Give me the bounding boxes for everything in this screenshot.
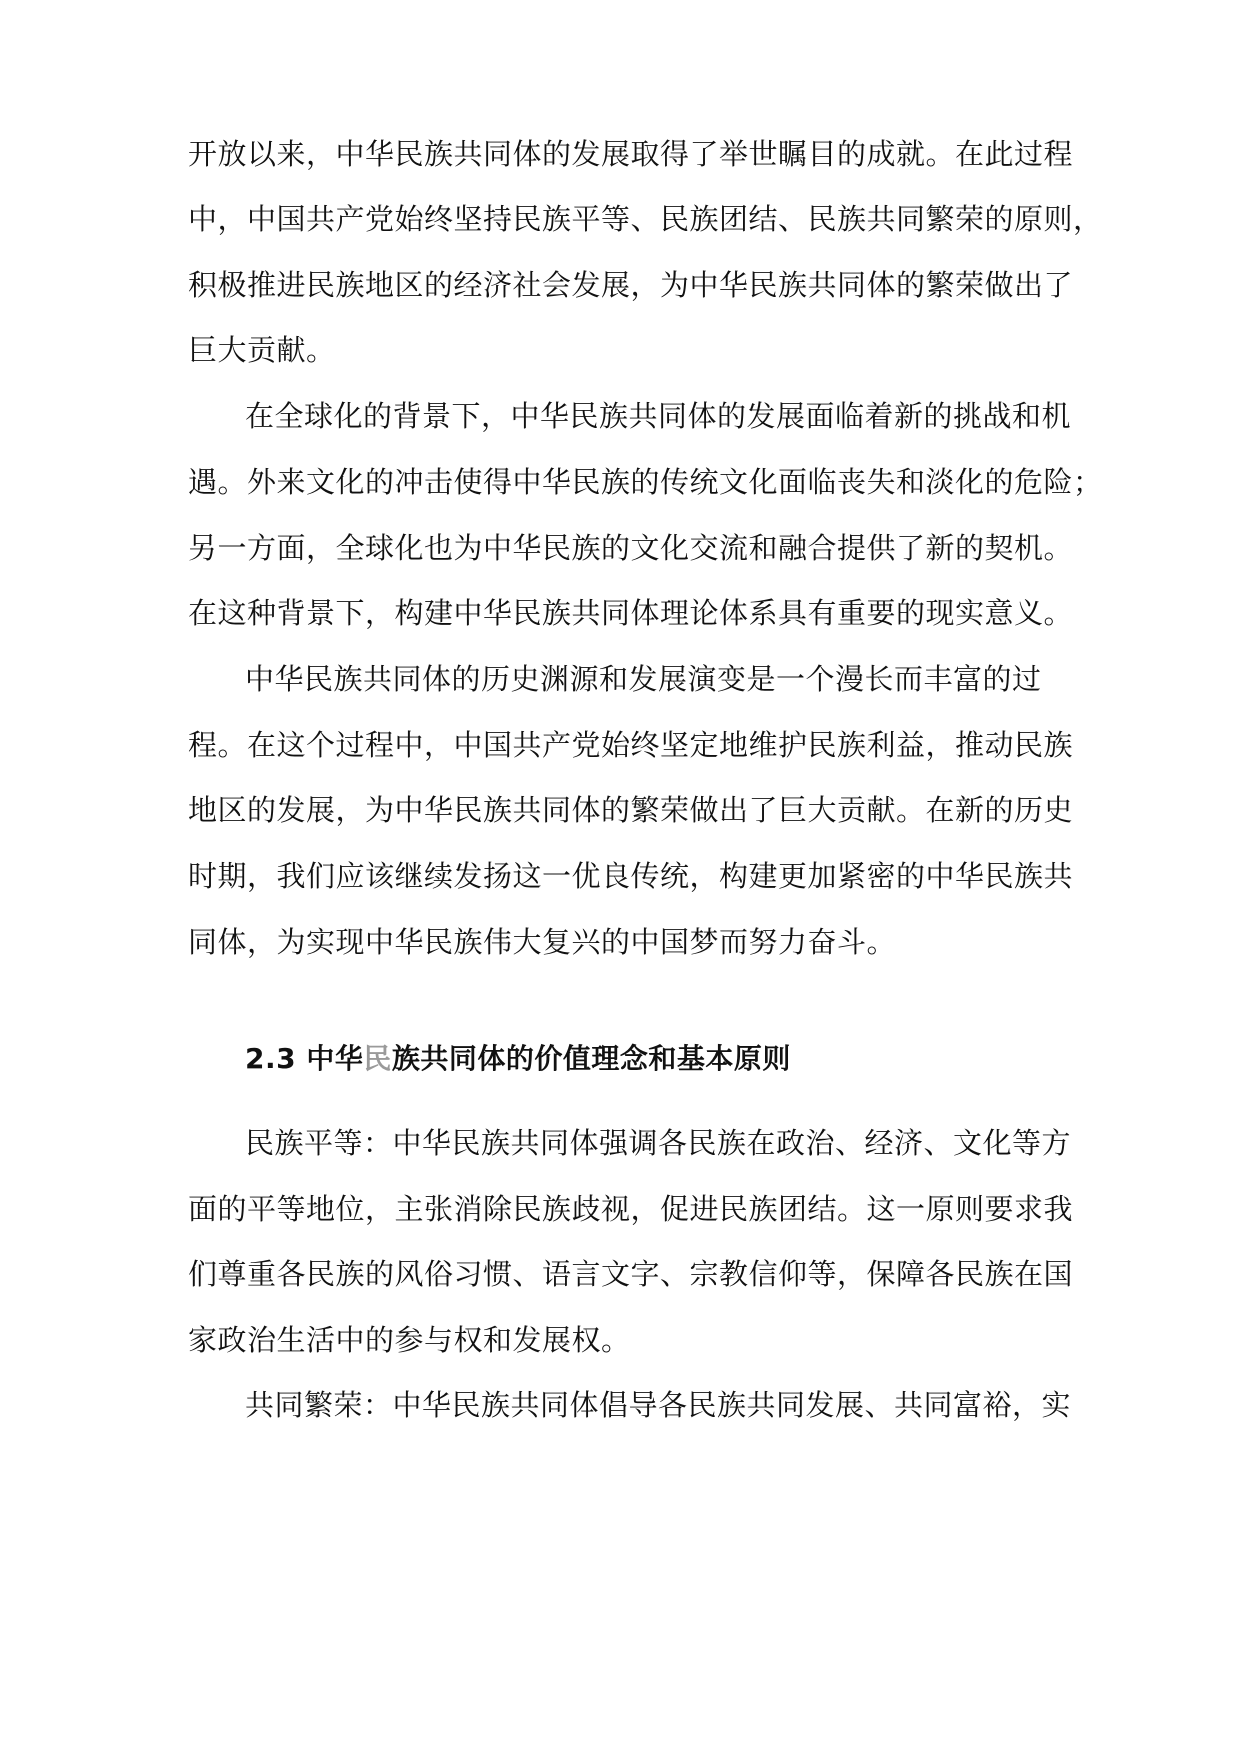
paragraph-1-line-1: 开放以来，中华民族共同体的发展取得了举世瞩目的成就。在此过程	[188, 137, 1074, 171]
section-number: 2.3	[245, 1042, 297, 1075]
paragraph-3-line-5: 同体，为实现中华民族伟大复兴的中国梦而努力奋斗。	[188, 925, 897, 959]
paragraph-4-line-3: 们尊重各民族的风俗习惯、语言文字、宗教信仰等，保障各民族在国	[188, 1257, 1074, 1291]
section-title-part-3: 族共同体的价值理念和基本原则	[391, 1042, 791, 1075]
paragraph-1-line-4: 巨大贡献。	[188, 333, 336, 367]
paragraph-2-line-3: 另一方面，全球化也为中华民族的文化交流和融合提供了新的契机。	[188, 531, 1074, 565]
paragraph-4-line-2: 面的平等地位，主张消除民族歧视，促进民族团结。这一原则要求我	[188, 1192, 1074, 1226]
paragraph-1-line-3: 积极推进民族地区的经济社会发展，为中华民族共同体的繁荣做出了	[188, 268, 1074, 302]
paragraph-2-line-1: 在全球化的背景下，中华民族共同体的发展面临着新的挑战和机	[245, 399, 1072, 433]
section-title-part-2: 民	[363, 1042, 392, 1075]
paragraph-2-line-2: 遇。外来文化的冲击使得中华民族的传统文化面临丧失和淡化的危险；	[188, 465, 1103, 499]
paragraph-4-line-4: 家政治生活中的参与权和发展权。	[188, 1323, 631, 1357]
paragraph-3-line-4: 时期，我们应该继续发扬这一优良传统，构建更加紧密的中华民族共	[188, 859, 1074, 893]
paragraph-4-line-1: 民族平等：中华民族共同体强调各民族在政治、经济、文化等方	[245, 1126, 1072, 1160]
paragraph-3-line-2: 程。在这个过程中，中国共产党始终坚定地维护民族利益，推动民族	[188, 728, 1074, 762]
paragraph-3-line-3: 地区的发展，为中华民族共同体的繁荣做出了巨大贡献。在新的历史	[188, 793, 1074, 827]
paragraph-3-line-1: 中华民族共同体的历史渊源和发展演变是一个漫长而丰富的过	[245, 662, 1042, 696]
section-heading	[245, 1039, 791, 1079]
paragraph-2-line-4: 在这种背景下，构建中华民族共同体理论体系具有重要的现实意义。	[188, 596, 1074, 630]
section-title-part-1: 中华	[306, 1042, 364, 1075]
paragraph-1-line-2: 中，中国共产党始终坚持民族平等、民族团结、民族共同繁荣的原则，	[188, 202, 1103, 236]
paragraph-5-line-1: 共同繁荣：中华民族共同体倡导各民族共同发展、共同富裕，实	[245, 1388, 1072, 1422]
